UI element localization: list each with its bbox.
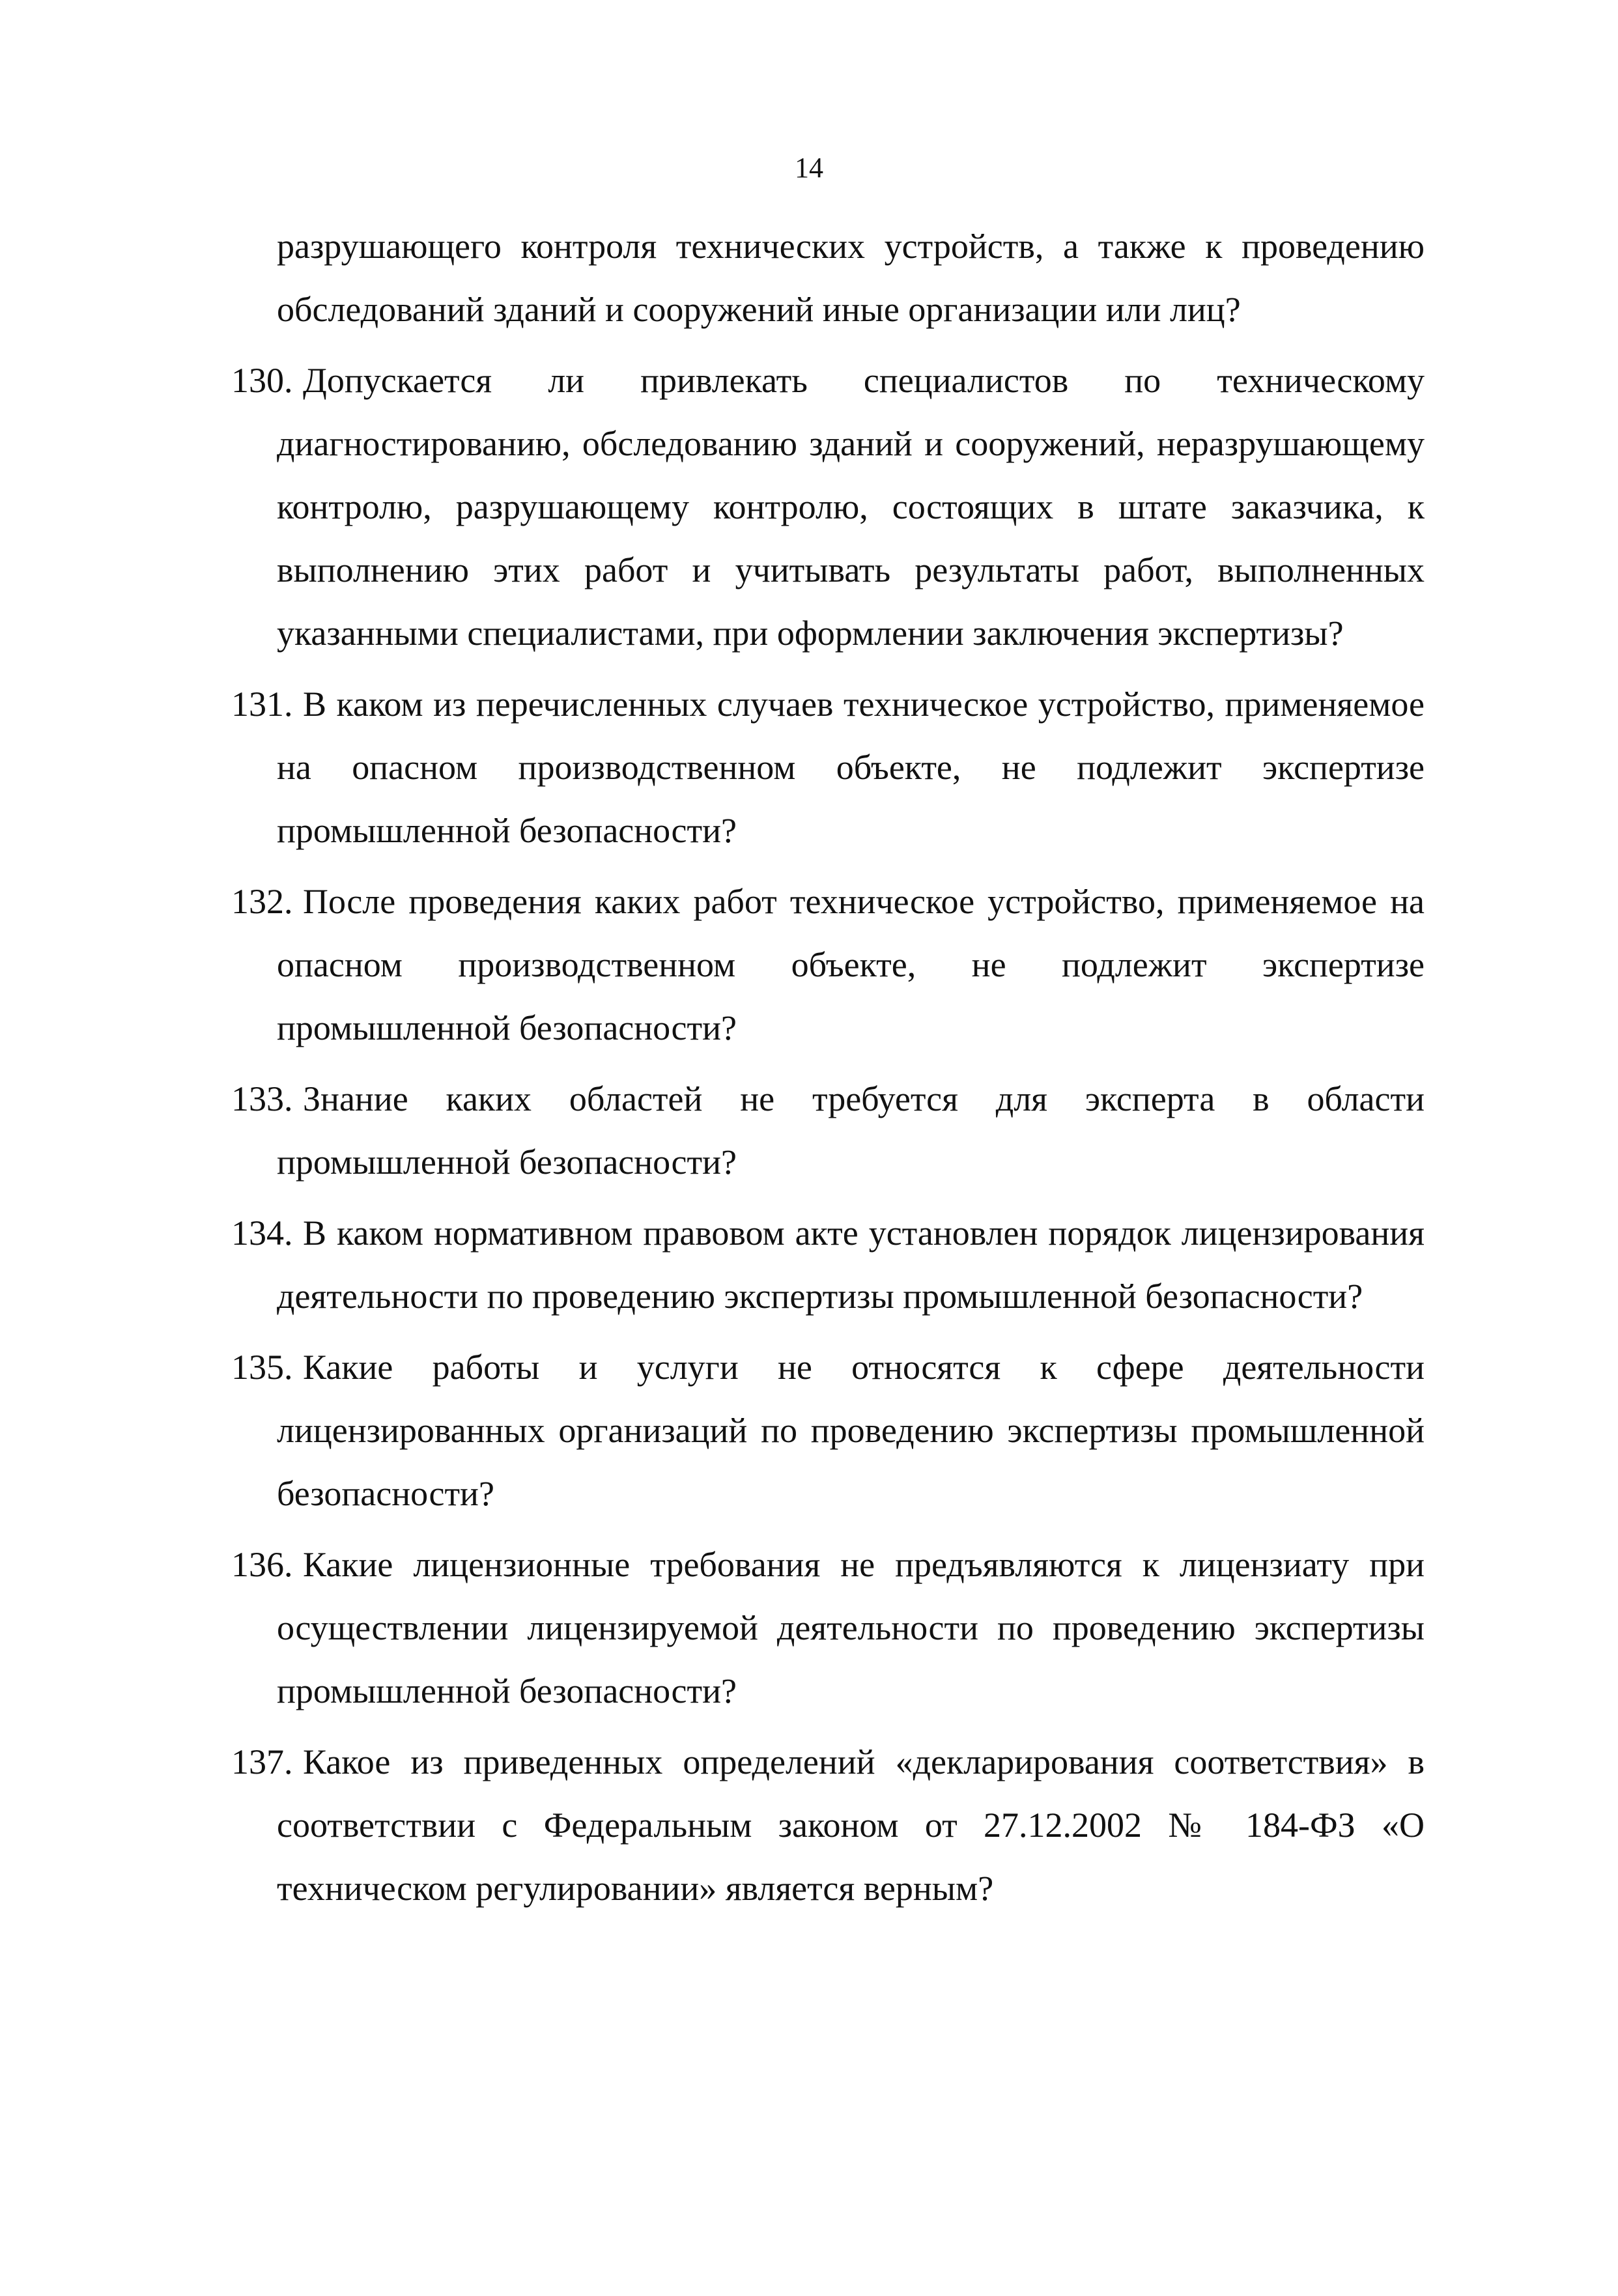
question-number: 136.: [231, 1545, 293, 1584]
question-item-132: [231, 870, 1425, 1060]
question-item-130: [231, 349, 1425, 665]
question-number: 137.: [231, 1742, 293, 1781]
question-number: 132.: [231, 882, 293, 921]
question-number: 130.: [231, 361, 293, 400]
question-number: 133.: [231, 1079, 293, 1118]
question-text: После проведения каких работ техническое устройство, применяемое на опасном производственном объекте, не подлежит экспертизе промышленной безопасности?: [277, 882, 1425, 1047]
question-item-133: [231, 1068, 1425, 1194]
question-item-134: [231, 1202, 1425, 1328]
question-text: В каком нормативном правовом акте установлен порядок лицензирования деятельности по проведению экспертизы промышленной безопасности?: [277, 1213, 1425, 1316]
question-number: 134.: [231, 1213, 293, 1253]
question-item-131: [231, 673, 1425, 862]
question-text: Знание каких областей не требуется для эксперта в области промышленной безопасности?: [277, 1079, 1425, 1182]
question-item-136: [231, 1533, 1425, 1723]
question-text: Какие работы и услуги не относятся к сфере деятельности лицензированных организаций по проведению экспертизы промышленной безопасности?: [277, 1348, 1425, 1513]
page-number: 14: [795, 152, 823, 184]
question-number: 135.: [231, 1348, 293, 1387]
question-text: Какое из приведенных определений «декларирования соответствия» в соответствии с Федеральным законом от 27.12.2002 № 184-ФЗ «О техническом регулировании» является верным?: [277, 1742, 1425, 1908]
question-list: [231, 215, 1425, 1928]
question-text: Допускается ли привлекать специалистов по техническому диагностированию, обследованию зданий и сооружений, неразрушающему контролю, разрушающему контролю, состоящих в штате заказчика, к выполнению этих работ и учитывать результаты работ, выполненных указанными специалистами, при оформлении заключения экспертизы?: [277, 361, 1425, 653]
question-text: В каком из перечисленных случаев техническое устройство, применяемое на опасном производственном объекте, не подлежит экспертизе промышленной безопасности?: [277, 685, 1425, 850]
continuation-paragraph: разрушающего контроля технических устройств, а также к проведению обследований зданий и сооружений иные организации или лиц?: [277, 227, 1425, 329]
question-number: 131.: [231, 685, 293, 724]
question-item-137: [231, 1731, 1425, 1920]
question-item-135: [231, 1336, 1425, 1525]
question-text: Какие лицензионные требования не предъявляются к лицензиату при осуществлении лицензируемой деятельности по проведению экспертизы промышленной безопасности?: [277, 1545, 1425, 1710]
